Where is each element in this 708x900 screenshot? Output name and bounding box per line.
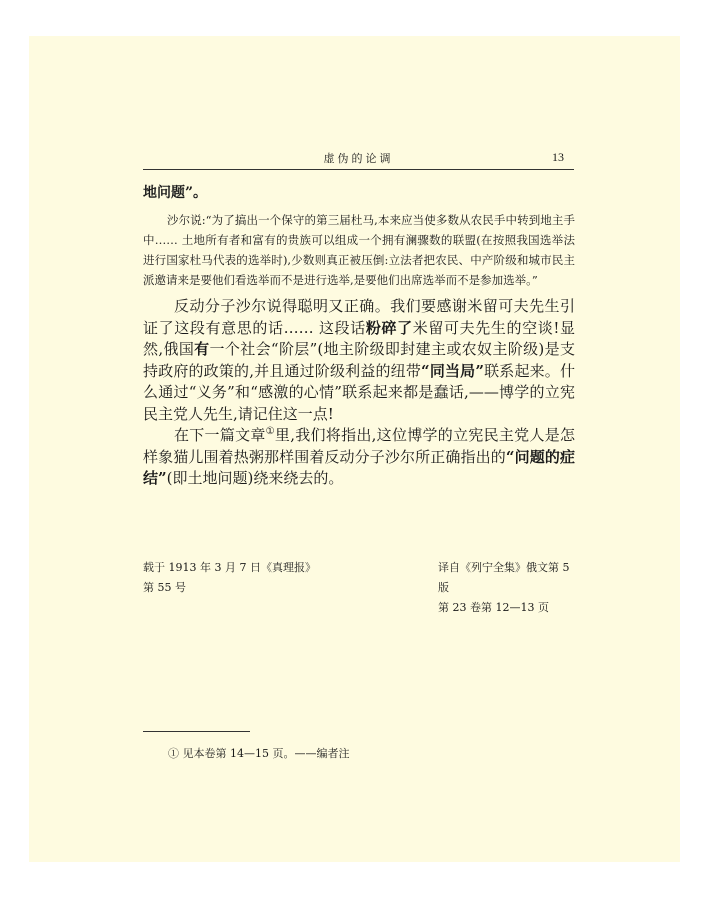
emphasis: 粉碎了 [365, 318, 413, 337]
footnote: ① 见本卷第 14—15 页。——编者注 [168, 747, 350, 760]
source-line: 第 23 卷第 12—13 页 [438, 601, 549, 614]
footnote-marker[interactable]: ① [265, 426, 275, 437]
text-span: 在下一篇文章 [174, 426, 266, 444]
continuation-line: 地问题”。 [143, 185, 208, 201]
paragraph-2 [143, 425, 575, 490]
running-title: 虚伪的论调 [323, 152, 394, 165]
page-number: 13 [552, 150, 564, 164]
main-text [143, 182, 575, 490]
emphasis: “同当局” [421, 361, 484, 380]
source-line: 第 55 号 [143, 581, 186, 594]
translation-source [438, 558, 578, 618]
publication-source [143, 558, 343, 598]
text-span: 一个社会“阶层”(地主阶级即封建主或农奴主阶级)是支持政府的政策的,并且通过阶级利益的纽带 [143, 340, 575, 380]
emphasis: 有 [194, 340, 210, 358]
emphasis: “问题的症结” [143, 447, 575, 487]
footnote-divider [143, 731, 250, 732]
text-span: 联系起来。什么通过“义务”和“感激的心情”联系起来都是蠢话,——博学的立宪民主党人先生,请记住这一点! [143, 361, 575, 423]
source-line: 译自《列宁全集》俄文第 5 版 [438, 561, 570, 594]
paragraph-1 [143, 296, 575, 425]
source-line: 载于 1913 年 3 月 7 日《真理报》 [143, 561, 316, 574]
quotation-block: 沙尔说:“为了搞出一个保守的第三届杜马,本来应当使多数从农民手中转到地主手中…… 土地所有者和富有的贵族可以组成一个拥有澜骤数的联盟(在按照我国选举法进行国家杜马代表的选举时),少数则真正被压倒:立法者把农民、中产阶级和城市民主派邀请来是要他们看选举而不是进行选举,是要他们出席选举而不是参加选举。” [143, 213, 575, 287]
text-span: 米留可夫先生的空谈!显然,俄国 [143, 318, 575, 358]
text-span: 里,我们将指出,这位博学的立宪民主党人是怎样象猫儿围着热粥那样围着反动分子沙尔所正确指出的 [143, 426, 575, 466]
text-span: 反动分子沙尔说得聪明又正确。我们要感谢米留可夫先生引证了这段有意思的话…… 这段话 [143, 297, 575, 337]
text-span: (即土地问题)绕来绕去的。 [166, 469, 344, 487]
running-header [143, 150, 574, 170]
